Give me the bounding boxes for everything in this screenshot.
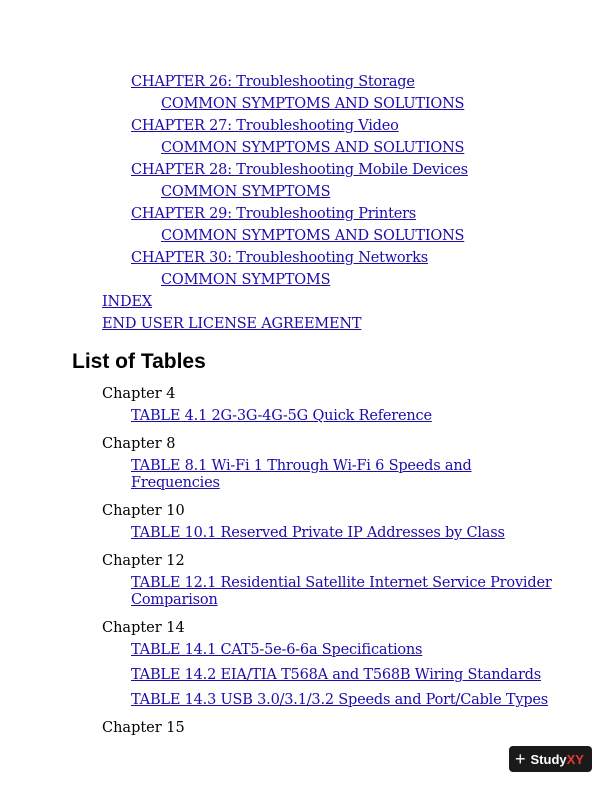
table-link[interactable]: TABLE 12.1 Residential Satellite Internet Service Provider Comparison xyxy=(131,575,552,608)
table-link[interactable]: TABLE 4.1 2G-3G-4G-5G Quick Reference xyxy=(131,408,432,424)
toc-link[interactable]: COMMON SYMPTOMS AND SOLUTIONS xyxy=(161,140,465,156)
toc-link[interactable]: CHAPTER 28: Troubleshooting Mobile Devices xyxy=(131,162,468,178)
toc-link[interactable]: CHAPTER 26: Troubleshooting Storage xyxy=(131,74,415,90)
table-link[interactable]: TABLE 8.1 Wi-Fi 1 Through Wi-Fi 6 Speeds and Frequencies xyxy=(131,458,472,491)
toc-link[interactable]: CHAPTER 30: Troubleshooting Networks xyxy=(131,250,428,266)
table-link[interactable]: TABLE 10.1 Reserved Private IP Addresses by Class xyxy=(131,525,505,541)
table-link[interactable]: TABLE 14.2 EIA/TIA T568A and T568B Wiring Standards xyxy=(131,667,541,683)
toc-link[interactable]: COMMON SYMPTOMS AND SOLUTIONS xyxy=(161,96,465,112)
chapter-label: Chapter 10 xyxy=(102,503,185,519)
brand-main: Study xyxy=(530,751,567,767)
studyxy-badge[interactable] xyxy=(509,746,592,772)
toc-link[interactable]: CHAPTER 27: Troubleshooting Video xyxy=(131,118,399,134)
chapter-label: Chapter 12 xyxy=(102,553,185,569)
brand-accent: XY xyxy=(566,751,584,767)
chapter-label: Chapter 8 xyxy=(102,436,176,452)
toc-link[interactable]: CHAPTER 29: Troubleshooting Printers xyxy=(131,206,417,222)
chapter-label: Chapter 14 xyxy=(102,620,185,636)
toc-link[interactable]: COMMON SYMPTOMS xyxy=(161,272,331,288)
list-of-tables xyxy=(0,383,612,742)
list-of-tables-heading: List of Tables xyxy=(72,350,206,373)
toc-link[interactable]: END USER LICENSE AGREEMENT xyxy=(102,316,362,332)
plus-icon: + xyxy=(515,749,526,769)
toc-link[interactable]: COMMON SYMPTOMS xyxy=(161,184,331,200)
chapter-label: Chapter 4 xyxy=(102,386,176,402)
table-link[interactable]: TABLE 14.3 USB 3.0/3.1/3.2 Speeds and Port/Cable Types xyxy=(131,692,549,708)
chapter-label: Chapter 15 xyxy=(102,720,185,736)
table-link[interactable]: TABLE 14.1 CAT5-5e-6-6a Specifications xyxy=(131,642,423,658)
toc-link[interactable]: INDEX xyxy=(102,294,152,310)
toc-link[interactable]: COMMON SYMPTOMS AND SOLUTIONS xyxy=(161,228,465,244)
table-of-contents xyxy=(0,71,612,335)
